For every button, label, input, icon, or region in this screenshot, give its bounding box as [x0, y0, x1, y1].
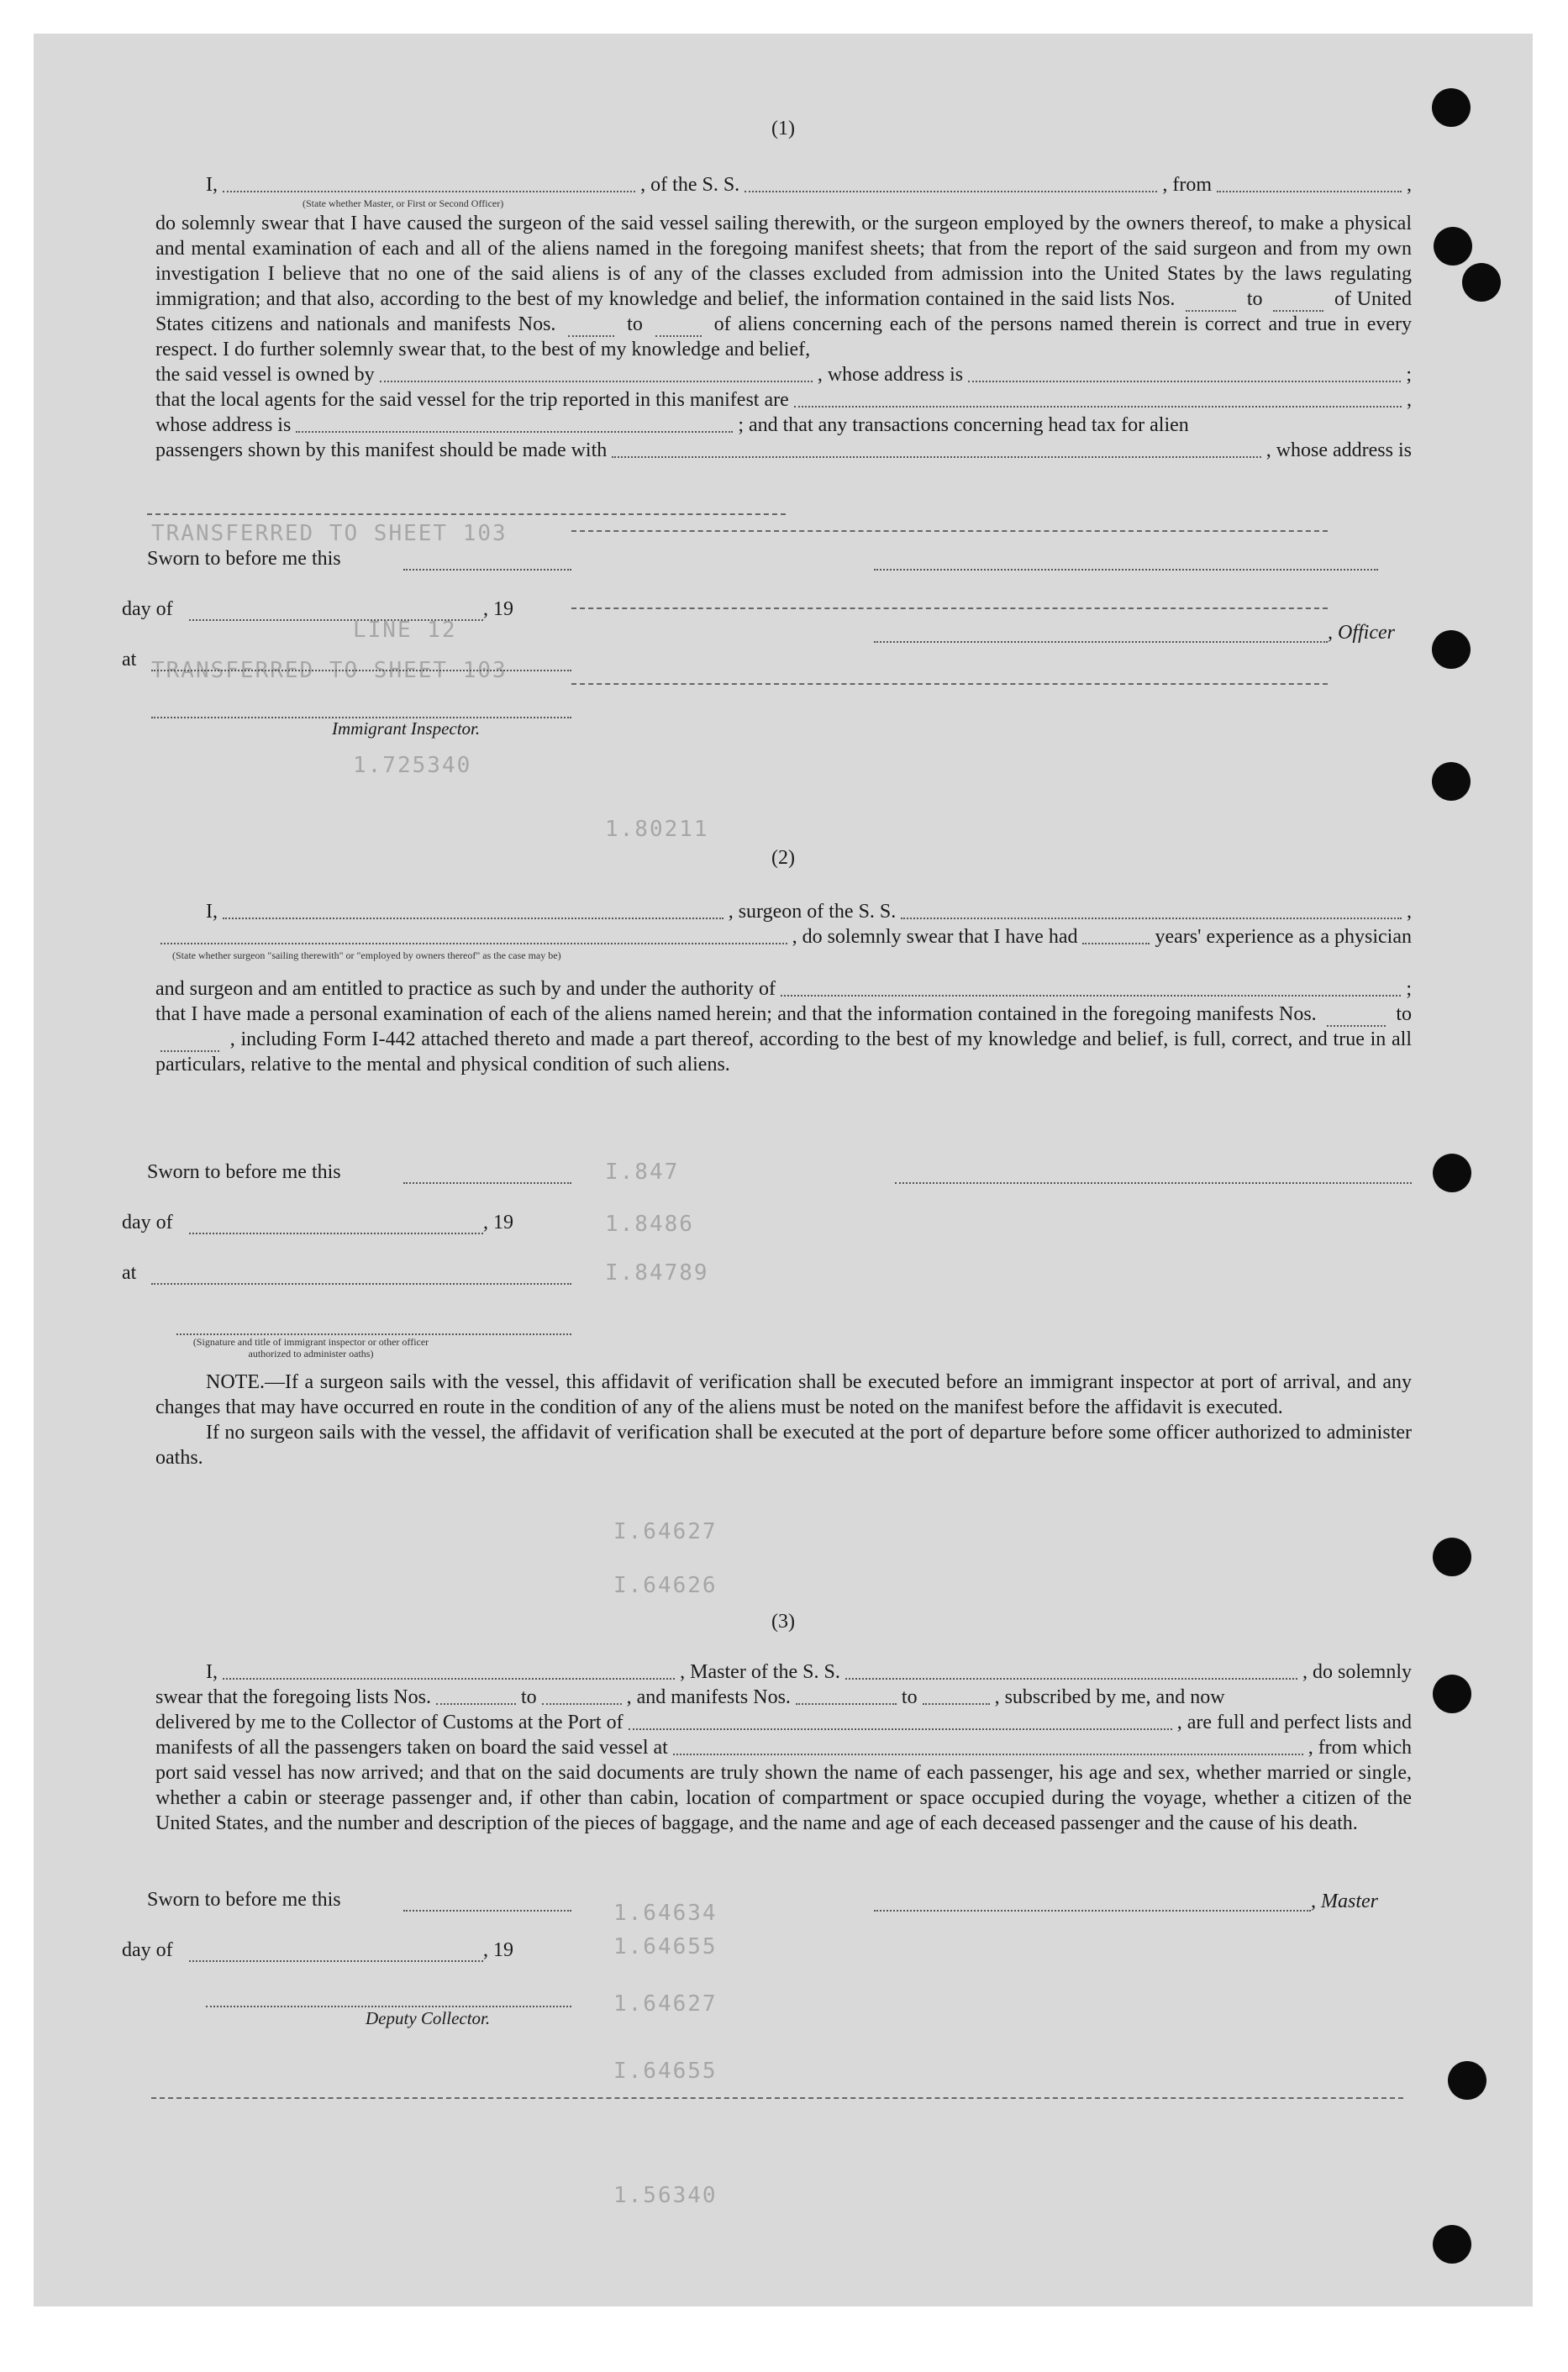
bleed-through-text: I.84789	[605, 1260, 709, 1286]
continuation-line	[147, 513, 786, 515]
bleed-through-text: I.847	[605, 1160, 680, 1185]
punch-hole-4	[1432, 630, 1471, 669]
authority-line: and surgeon and am entitled to practice as such by and under the authority of ;	[155, 978, 1412, 1000]
ship-name-field	[745, 190, 1157, 192]
officer-caption: (State whether Master, or First or Second Officer)	[303, 197, 504, 209]
section-3-number: (3)	[771, 1611, 795, 1633]
immigrant-inspector-label: Immigrant Inspector.	[332, 718, 481, 739]
owner-address-field	[968, 380, 1401, 382]
sworn-label-2: Sworn to before me this	[147, 1161, 341, 1183]
surgeon-type-field	[160, 942, 787, 944]
surgeon-name-field	[223, 917, 723, 919]
year-label-1: , 19	[483, 598, 513, 620]
authority-field	[781, 994, 1401, 997]
owner-field	[380, 380, 813, 382]
bleed-through-text: 1.8486	[605, 1212, 694, 1237]
at-label-1: at	[122, 649, 137, 671]
day-of-label-2: day of	[122, 1212, 173, 1233]
punch-hole-7	[1433, 1538, 1471, 1576]
bleed-through-text: 1.80211	[605, 817, 709, 842]
boarding-port-field	[673, 1753, 1303, 1755]
master-line: I, , Master of the S. S. , do solemnly	[206, 1661, 1412, 1683]
punch-hole-6	[1433, 1154, 1471, 1192]
surgeon-caption: (State whether surgeon "sailing therewith" or "employed by owners thereof" as the case may be)	[172, 949, 561, 961]
deputy-collector-label: Deputy Collector.	[366, 2008, 491, 2028]
surgeon-line: I, , surgeon of the S. S. ,	[206, 901, 1412, 923]
bleed-through-text: I.64626	[613, 1573, 718, 1598]
punch-hole-2	[1434, 227, 1472, 266]
sworn-label-3: Sworn to before me this	[147, 1889, 341, 1911]
bleed-through-text: TRANSFERRED TO SHEET 103	[151, 521, 508, 546]
bleed-through-text: 1.64655	[613, 1934, 718, 1959]
oath-paragraph: do solemnly swear that I have caused the surgeon of the said vessel sailing therewith, or the surgeon employed by the owners thereof, to make a physical and mental examination of each and all of the aliens named in the foregoing manifest sheets; that from the report of the said surgeon and from my own investigation I believe that no one of the said aliens is of any of the classes excluded from admission into the United States by the laws regulating immigration; and that also, according to the best of my knowledge and belief, the information contained in the said lists Nos. to of United States citizens and nationals and manifests Nos. to of aliens concerning each of the persons named therein is correct and true in every respect. I do further solemnly swear that, to the best of my knowledge and belief,	[155, 213, 1413, 360]
port-line: delivered by me to the Collector of Customs at the Port of , are full and perfect lists and	[155, 1712, 1412, 1733]
from-port-field	[1217, 190, 1402, 192]
note-block	[155, 1370, 1412, 1470]
day-of-label-3: day of	[122, 1939, 173, 1961]
bleed-through-text: 1.64634	[613, 1901, 718, 1926]
local-agents-line: that the local agents for the said vessel for the trip reported in this manifest are ,	[155, 389, 1412, 411]
passenger-list-paragraph: port said vessel has now arrived; and that on the said documents are truly shown the name of each passenger, his age and sex, whether married or single, whether a cabin or steerage passenger and, if other than cabin, location of compartment or space occupied during the voyage, whether a citizen of the United States, and the number and description of the pieces of baggage, and the name and age of each deceased passenger and the cause of his death.	[155, 1762, 1412, 1834]
master-label: , Master	[1311, 1891, 1378, 1912]
year-label-3: , 19	[483, 1939, 513, 1961]
bleed-through-text: 1.56340	[613, 2183, 718, 2208]
surgeon-signature-line	[895, 1181, 1412, 1184]
bleed-through-text: I.64655	[613, 2059, 718, 2084]
experience-line: , do solemnly swear that I have had years' experience as a physician	[155, 924, 1412, 949]
section-1	[155, 172, 1412, 463]
agent-address-line: whose address is ; and that any transactions concerning head tax for alien	[155, 414, 1189, 436]
note-text-2: If no surgeon sails with the vessel, the affidavit of verification shall be executed at the port of departure before some officer authorized to administer oaths.	[155, 1422, 1412, 1469]
examination-paragraph: that I have made a personal examination of each of the aliens named herein; and that the information contained in the foregoing manifests Nos. to , including Form I-442 attached thereto and made a part thereof, according to the best of my knowledge and belief, is full, correct, and true in all particulars, relative to the mental and physical condition of such aliens.	[155, 1003, 1413, 1076]
officer-label: , Officer	[1328, 622, 1395, 644]
sworn-label-1: Sworn to before me this	[147, 548, 341, 570]
bleed-through-text: 1.725340	[353, 753, 472, 778]
section-2	[155, 899, 1412, 1077]
head-tax-contact-field	[612, 455, 1260, 458]
boarded-line: manifests of all the passengers taken on board the said vessel at , from which	[155, 1737, 1412, 1759]
bleed-through-text: TRANSFERRED TO SHEET 103	[151, 658, 508, 683]
bleed-through-text: 1.64627	[613, 1991, 718, 2017]
head-tax-line: passengers shown by this manifest should be made with , whose address is	[155, 439, 1412, 461]
owned-by-line: the said vessel is owned by , whose address is ;	[155, 364, 1413, 386]
section-2-number: (2)	[771, 847, 795, 869]
officer-signature-line	[874, 568, 1378, 571]
punch-hole-10	[1433, 2225, 1471, 2264]
local-agents-field	[794, 405, 1402, 408]
at-label-2: at	[122, 1262, 137, 1284]
punch-hole-5	[1432, 762, 1471, 801]
bleed-through-text: LINE 12	[353, 618, 457, 643]
day-of-label-1: day of	[122, 598, 173, 620]
section-1-number: (1)	[771, 118, 795, 139]
years-field	[1082, 942, 1150, 944]
officer-line: I, , of the S. S. , from ,	[206, 174, 1413, 196]
punch-hole-9	[1448, 2061, 1486, 2100]
port-field	[629, 1728, 1172, 1730]
master-name-field	[223, 1677, 675, 1680]
master-ship-field	[845, 1677, 1297, 1680]
surgeon-ship-field	[901, 917, 1402, 919]
note-text: —If a surgeon sails with the vessel, this affidavit of verification shall be executed before an immigrant inspector at port of arrival, and any changes that may have occurred en route in the condition of any of the aliens must be noted on the manifest before the affidavit is executed.	[155, 1371, 1412, 1418]
scanned-page	[34, 34, 1533, 2306]
master-signature-line	[874, 1909, 1311, 1912]
punch-hole-3	[1462, 263, 1501, 302]
lists-line: swear that the foregoing lists Nos. to , and manifests Nos. to , subscribed by me, and now	[155, 1686, 1225, 1708]
officer-name-field	[223, 190, 635, 192]
signature-caption: (Signature and title of immigrant inspector or other officer authorized to administer oaths)	[192, 1336, 429, 1360]
note-label: NOTE.	[206, 1371, 265, 1393]
bleed-through-text: I.64627	[613, 1519, 718, 1544]
punch-hole-8	[1433, 1675, 1471, 1713]
agent-address-field	[296, 430, 733, 433]
section-3	[155, 1659, 1412, 1836]
year-label-2: , 19	[483, 1212, 513, 1233]
